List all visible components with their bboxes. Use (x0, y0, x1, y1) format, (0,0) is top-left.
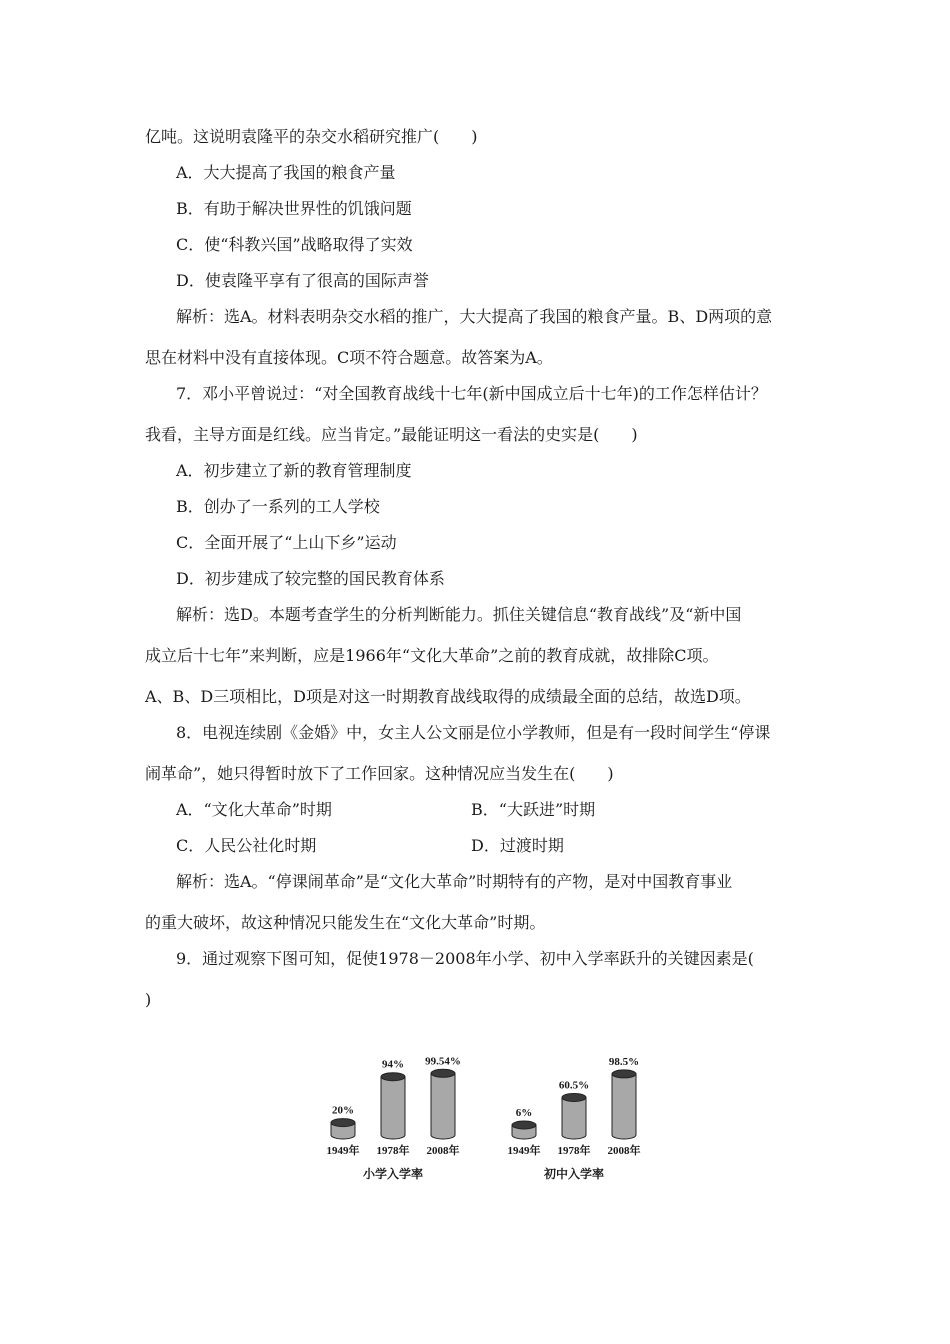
q7-analysis-line1: 解析：选D。本题考查学生的分析判断能力。抓住关键信息“教育战线”及“新中国 (176, 605, 742, 624)
cylinder-bar-middle-1 (562, 1097, 586, 1139)
cylinder-top-primary-2 (431, 1069, 455, 1077)
cylinder-bar-primary-2 (431, 1073, 455, 1139)
q6-option-b: B．有助于解决世界性的饥饿问题 (176, 199, 412, 218)
enrollment-rate-chart (300, 1030, 670, 1195)
chart-title: 初中入学率 (543, 1167, 605, 1181)
cylinder-bar-middle-2 (612, 1074, 636, 1139)
cylinder-top-middle-2 (612, 1070, 636, 1078)
q6-option-d: D．使袁隆平享有了很高的国际声誉 (176, 271, 429, 290)
q7-option-b: B．创办了一系列的工人学校 (176, 497, 380, 516)
cylinder-top-middle-0 (512, 1121, 536, 1129)
q7-option-d: D．初步建成了较完整的国民教育体系 (176, 569, 445, 588)
q8-option-a: A．“文化大革命”时期 (176, 800, 332, 819)
category-label: 1978年 (376, 1145, 410, 1157)
q7-stem-line1: 7．邓小平曾说过：“对全国教育战线十七年(新中国成立后十七年)的工作怎样估计？ (176, 384, 767, 403)
cylinder-top-primary-1 (381, 1073, 405, 1081)
data-label: 6% (515, 1107, 533, 1119)
q7-analysis-line2: 成立后十七年”来判断，应是1966年“文化大革命”之前的教育成就，故排除C项。 (145, 646, 719, 665)
q7-analysis-line3: A、B、D三项相比，D项是对这一时期教育战线取得的成绩最全面的总结，故选D项。 (145, 687, 751, 706)
data-label: 20% (332, 1104, 354, 1117)
q6-option-c: C．使“科教兴国”战略取得了实效 (176, 235, 413, 254)
q8-option-d: D．过渡时期 (471, 836, 564, 855)
q7-stem-line2: 我看，主导方面是红线。应当肯定。”最能证明这一看法的史实是( ) (145, 425, 638, 444)
q9-stem-line1: 9．通过观察下图可知，促使1978－2008年小学、初中入学率跃升的关键因素是( (176, 949, 754, 968)
data-label: 99.54% (425, 1055, 461, 1068)
q7-option-c: C．全面开展了“上山下乡”运动 (176, 533, 397, 552)
chart-title: 小学入学率 (362, 1167, 424, 1181)
category-label: 1949年 (507, 1145, 541, 1157)
q6-analysis-line1: 解析：选A。材料表明杂交水稻的推广，大大提高了我国的粮食产量。B、D两项的意 (176, 307, 773, 326)
q8-option-c: C．人民公社化时期 (176, 836, 317, 855)
data-label: 60.5% (558, 1079, 590, 1092)
q6-stem-tail: 亿吨。这说明袁隆平的杂交水稻研究推广( ) (145, 127, 478, 146)
cylinder-top-middle-1 (562, 1093, 586, 1101)
q7-option-a: A．初步建立了新的教育管理制度 (176, 461, 412, 480)
q8-stem-line2: 闹革命”，她只得暂时放下了工作回家。这种情况应当发生在( ) (145, 764, 614, 783)
category-label: 1978年 (557, 1145, 591, 1157)
q8-analysis-line2: 的重大破坏，故这种情况只能发生在“文化大革命”时期。 (145, 913, 546, 932)
category-label: 2008年 (426, 1145, 460, 1157)
cylinder-bar-primary-1 (381, 1077, 405, 1139)
q9-stem-line2: ) (145, 990, 152, 1009)
q6-analysis-line2: 思在材料中没有直接体现。C项不符合题意。故答案为A。 (145, 348, 553, 367)
cylinder-top-primary-0 (331, 1119, 355, 1127)
data-label: 94% (382, 1058, 404, 1071)
q8-option-b: B．“大跃进”时期 (471, 800, 596, 819)
category-label: 2008年 (607, 1145, 641, 1157)
q6-option-a: A．大大提高了我国的粮食产量 (176, 163, 396, 182)
category-label: 1949年 (326, 1145, 360, 1157)
data-label: 98.5% (608, 1055, 640, 1068)
q8-stem-line1: 8．电视连续剧《金婚》中，女主人公文丽是位小学教师，但是有一段时间学生“停课 (176, 723, 771, 742)
q8-analysis-line1: 解析：选A。“停课闹革命”是“文化大革命”时期特有的产物，是对中国教育事业 (176, 872, 733, 891)
